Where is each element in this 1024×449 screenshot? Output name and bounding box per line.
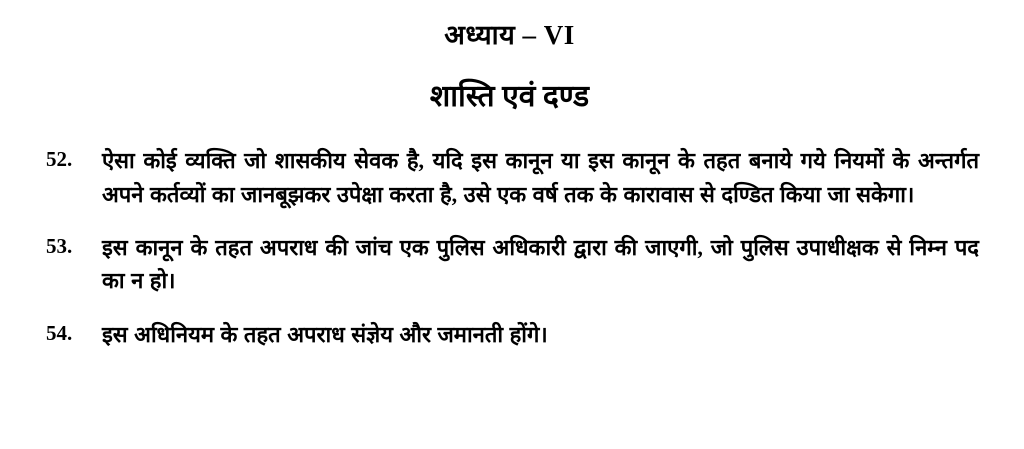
section-title: शास्ति एवं दण्ड — [429, 80, 590, 114]
clause-number: 52. — [46, 147, 73, 172]
clause-number: 54. — [46, 320, 73, 345]
chapter-heading: अध्याय – VI — [444, 20, 575, 50]
clause-text: इस कानून के तहत अपराध की जांच एक पुलिस अधिकारी द्वारा की जाएगी, जो पुलिस उपाधीक्षक से निम्न पद का न हो। — [102, 234, 979, 294]
clause-list — [40, 144, 979, 351]
clause-item — [40, 231, 979, 298]
clause-text: इस अधिनियम के तहत अपराध संज्ञेय और जमानती होंगे। — [102, 321, 548, 347]
clause-item — [40, 318, 979, 351]
clause-item — [40, 144, 979, 211]
clause-number: 53. — [46, 233, 73, 258]
clause-text: ऐसा कोई व्यक्ति जो शासकीय सेवक है, यदि इस कानून या इस कानून के तहत बनाये गये नियमों के अन्तर्गत अपने कर्तव्यों का जानबूझकर उपेक्षा करता है, उसे एक वर्ष तक के कारावास से दण्डित किया जा सकेगा। — [102, 148, 979, 207]
